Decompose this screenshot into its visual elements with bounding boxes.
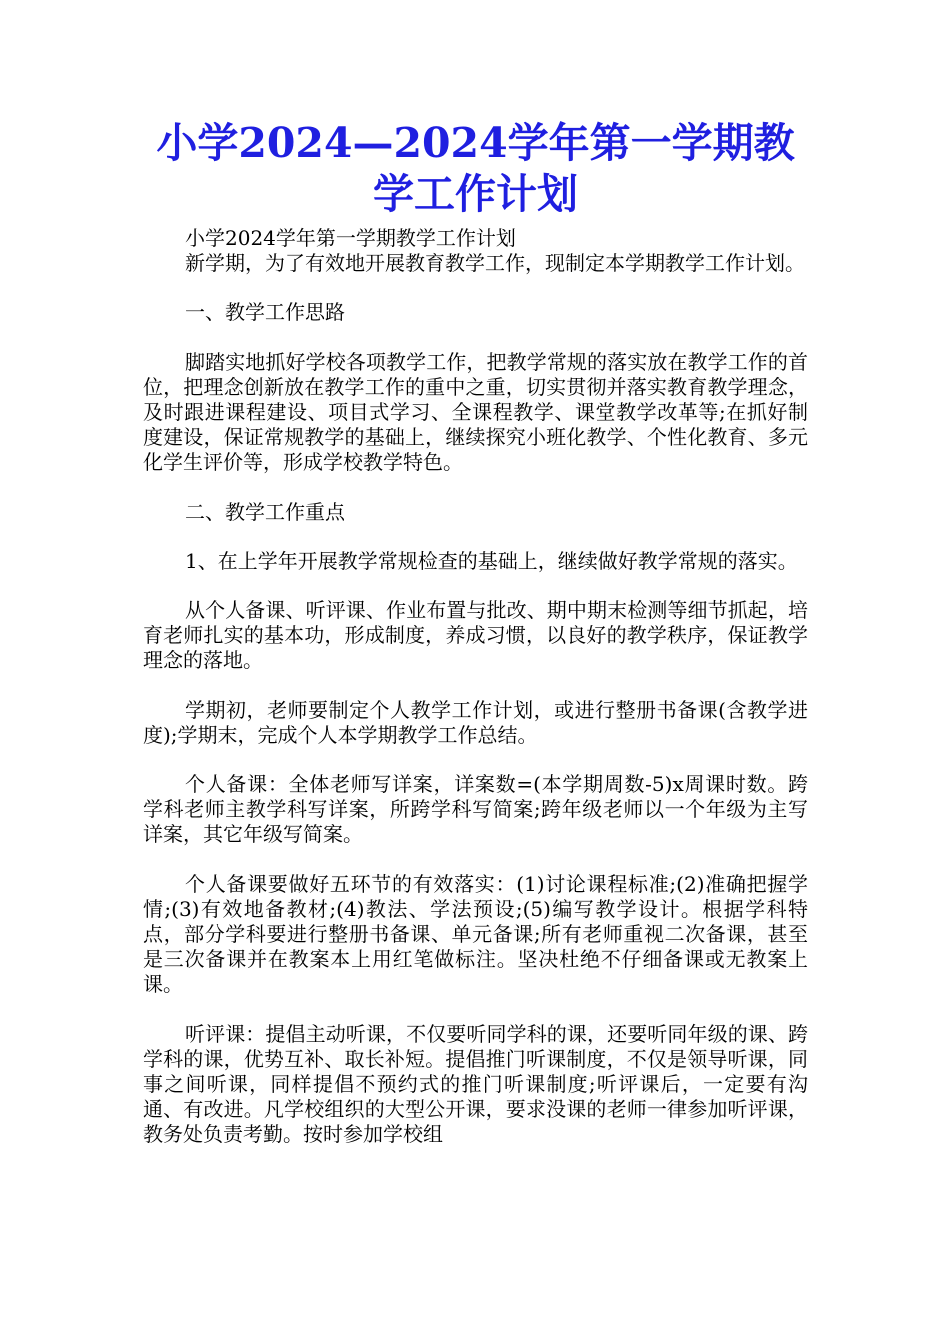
paragraph-lesson-observation: 听评课：提倡主动听课，不仅要听同学科的课，还要听同年级的课、跨学科的课，优势互补、取长补短。提倡推门听课制度，不仅是领导听课，同事之间听课，同样提倡不预约式的推门听课制度;听评课后，一定要有沟通、有改进。凡学校组织的大型公开课，要求没课的老师一律参加听评课，教务处负责考勤。按时参加学校组 <box>143 1021 808 1147</box>
paragraph-teaching-approach: 脚踏实地抓好学校各项教学工作，把教学常规的落实放在教学工作的首位，把理念创新放在教学工作的重中之重，切实贯彻并落实教育教学理念，及时跟进课程建设、项目式学习、全课程教学、课堂教学改革等;在抓好制度建设，保证常规教学的基础上，继续探究小班化教学、个性化教育、多元化学生评价等，形成学校教学特色。 <box>143 349 808 475</box>
document-body <box>143 226 808 1148</box>
paragraph-details: 从个人备课、听评课、作业布置与批改、期中期末检测等细节抓起，培育老师扎实的基本功，形成制度，养成习惯，以良好的教学秩序，保证教学理念的落地。 <box>143 598 808 673</box>
section-heading-2: 二、教学工作重点 <box>185 499 345 524</box>
document-title: 小学2024—2024学年第一学期教学工作计划 <box>156 119 795 218</box>
paragraph-intro: 新学期，为了有效地开展教育教学工作，现制定本学期教学工作计划。 <box>185 251 805 276</box>
paragraph-subtitle: 小学2024学年第一学期教学工作计划 <box>185 226 516 250</box>
paragraph-point-1: 1、在上学年开展教学常规检查的基础上，继续做好教学常规的落实。 <box>185 548 798 573</box>
paragraph-five-steps: 个人备课要做好五环节的有效落实：(1)讨论课程标准;(2)准确把握学情;(3)有效地备教材;(4)教法、学法预设;(5)编写教学设计。根据学科特点，部分学科要进行整册书备课、单元备课;所有老师重视二次备课，甚至是三次备课并在教案本上用红笔做标注。坚决杜绝不仔细备课或无教案上课。 <box>143 871 808 997</box>
section-heading-1: 一、教学工作思路 <box>185 300 345 325</box>
paragraph-semester-plan: 学期初，老师要制定个人教学工作计划，或进行整册书备课(含教学进度);学期末，完成个人本学期教学工作总结。 <box>143 697 808 747</box>
paragraph-lesson-prep: 个人备课：全体老师写详案，详案数=(本学期周数-5)x周课时数。跨学科老师主教学科写详案，所跨学科写简案;跨年级老师以一个年级为主写详案，其它年级写简案。 <box>143 772 808 847</box>
